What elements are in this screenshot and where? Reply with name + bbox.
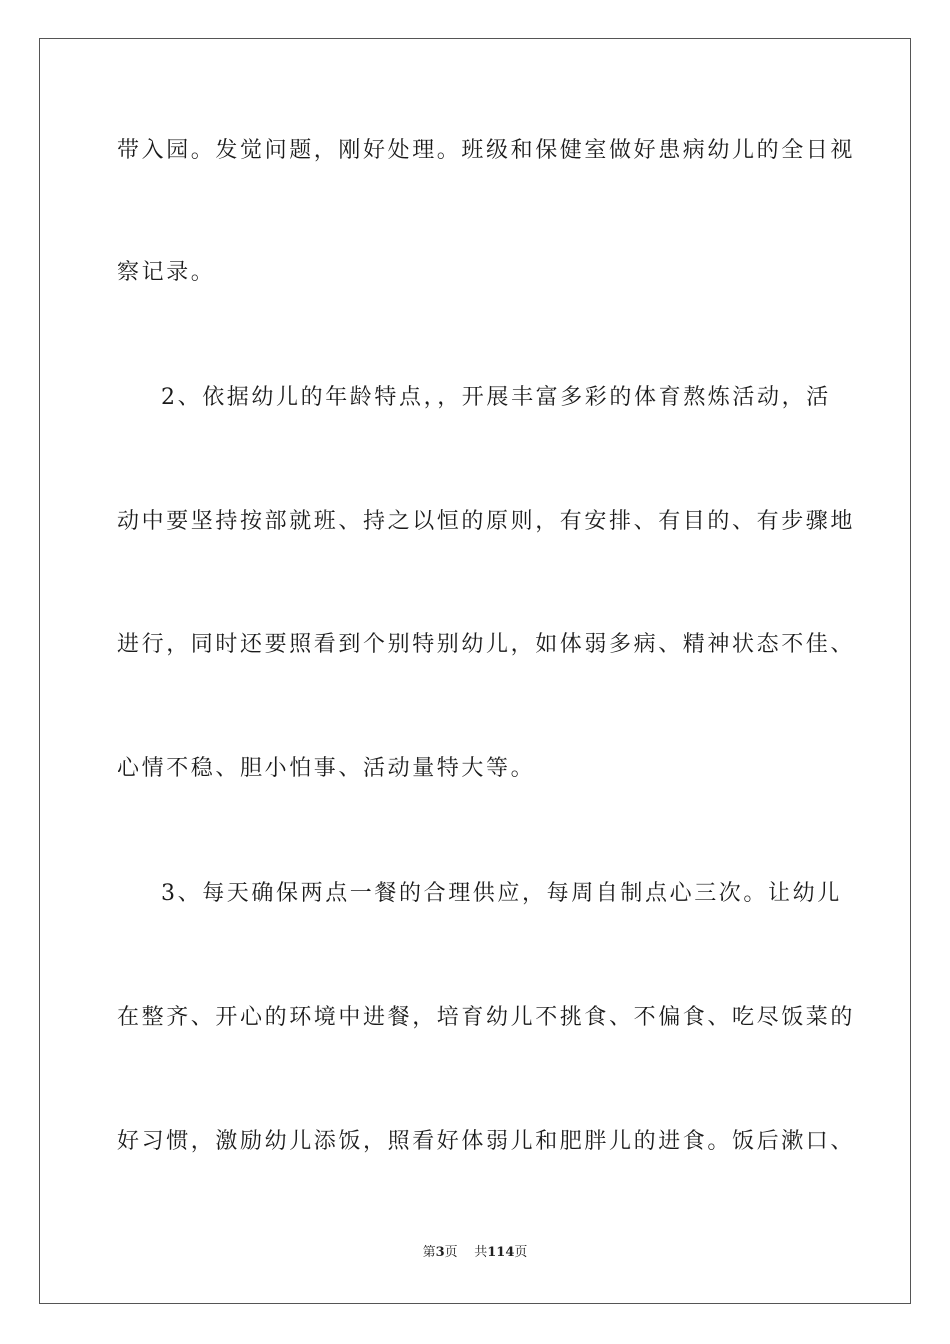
body-line-9: 好习惯，激励幼儿添饭，照看好体弱儿和肥胖儿的进食。饭后漱口、 [117,1129,856,1154]
body-line-2: 察记录。 [117,260,216,285]
body-line-6: 心情不稳、胆小怕事、活动量特大等。 [117,756,536,781]
total-prefix: 共 [474,1245,488,1260]
body-line-1: 带入园。发觉问题，刚好处理。班级和保健室做好患病幼儿的全日视 [117,138,856,163]
page-prefix: 第 [422,1245,436,1260]
body-line-7: 3、每天确保两点一餐的合理供应，每周自制点心三次。让幼儿 [161,881,842,906]
page-suffix: 页 [444,1245,458,1260]
body-line-5: 进行，同时还要照看到个别特别幼儿，如体弱多病、精神状态不佳、 [117,632,856,657]
page-footer [0,1244,950,1262]
total-pages: 114 [487,1245,515,1260]
body-line-4: 动中要坚持按部就班、持之以恒的原则，有安排、有目的、有步骤地 [117,509,856,534]
body-line-3: 2、依据幼儿的年龄特点，，开展丰富多彩的体育熬炼活动，活 [161,385,831,410]
page-border [39,38,911,1304]
body-line-8: 在整齐、开心的环境中进餐，培育幼儿不挑食、不偏食、吃尽饭菜的 [117,1005,856,1030]
total-suffix: 页 [514,1245,528,1260]
page-number: 3 [435,1245,445,1260]
